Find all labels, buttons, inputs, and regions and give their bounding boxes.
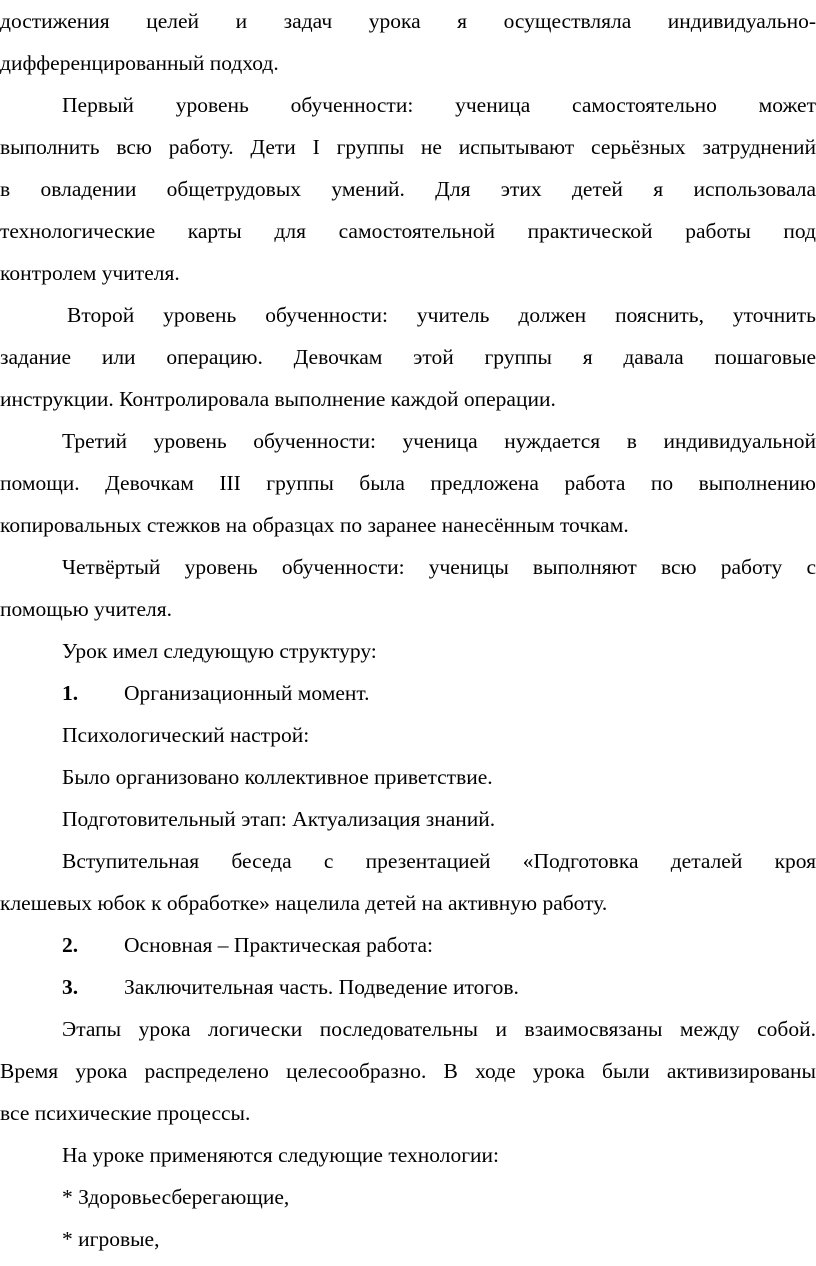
item-number: 2. [62, 933, 79, 957]
text-line: технологические карты для самостоятельной практической работы под [0, 219, 816, 243]
text-line: Время урока распределено целесообразно. В ходе урока были активизированы [0, 1059, 816, 1083]
item-text: Заключительная часть. Подведение итогов. [124, 975, 519, 999]
text-line: Третий уровень обученности: ученица нуждается в индивидуальной [62, 429, 816, 453]
item-text: Основная – Практическая работа: [124, 933, 434, 957]
text-line: клешевых юбок к обработке» нацелила детей на активную работу. [0, 891, 608, 915]
text-line: все психические процессы. [0, 1101, 251, 1125]
text-line: * Здоровьесберегающие, [62, 1185, 290, 1209]
text-line: Было организовано коллективное приветствие. [62, 765, 493, 789]
item-text: Организационный момент. [124, 681, 370, 705]
text-line: помощью учителя. [0, 597, 172, 621]
item-number: 1. [62, 681, 79, 705]
text-line: Второй уровень обученности: учитель должен пояснить, уточнить [67, 303, 816, 327]
numbered-item [0, 672, 816, 714]
text-line: Четвёртый уровень обученности: ученицы выполняют всю работу с [62, 555, 816, 579]
item-number: 3. [62, 975, 79, 999]
text-line: Вступительная беседа с презентацией «Подготовка деталей кроя [62, 849, 816, 873]
numbered-item [0, 966, 816, 1008]
text-line: Урок имел следующую структуру: [62, 639, 377, 663]
text-line: помощи. Девочкам III группы была предложена работа по выполнению [0, 471, 816, 495]
text-line: На уроке применяются следующие технологии: [62, 1143, 499, 1167]
text-line: копировальных стежков на образцах по заранее нанесённым точкам. [0, 513, 629, 537]
text-line: задание или операцию. Девочкам этой группы я давала пошаговые [0, 345, 816, 369]
text-line: достижения целей и задач урока я осуществляла индивидуально- [0, 9, 816, 33]
text-line: в овладении общетрудовых умений. Для этих детей я использовала [0, 177, 816, 201]
text-line: * игровые, [62, 1227, 160, 1251]
numbered-item [0, 924, 816, 966]
text-line: Первый уровень обученности: ученица самостоятельно может [62, 93, 816, 117]
text-line: Психологический настрой: [62, 723, 310, 747]
text-line: Этапы урока логически последовательны и взаимосвязаны между собой. [62, 1017, 816, 1041]
text-line: Подготовительный этап: Актуализация знаний. [62, 807, 496, 831]
text-line: выполнить всю работу. Дети I группы не испытывают серьёзных затруднений [0, 135, 816, 159]
text-line: дифференцированный подход. [0, 51, 279, 75]
text-line: контролем учителя. [0, 261, 180, 285]
text-line: инструкции. Контролировала выполнение каждой операции. [0, 387, 556, 411]
